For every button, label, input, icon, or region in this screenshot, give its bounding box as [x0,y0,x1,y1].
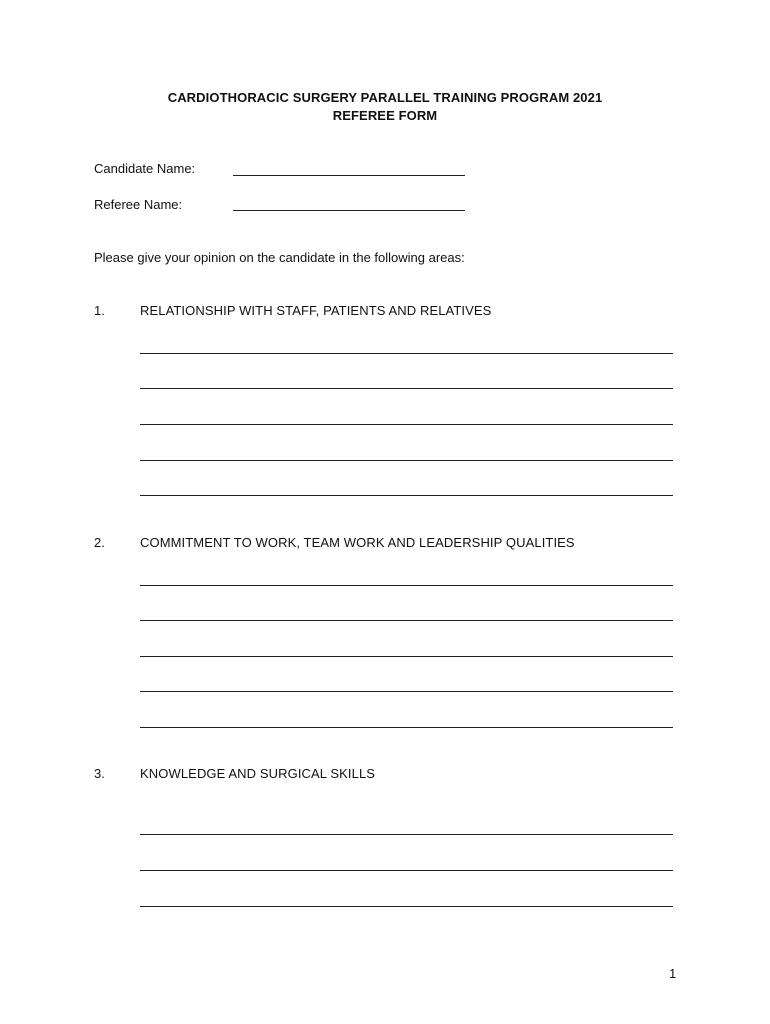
section-1-number: 1. [94,303,105,318]
section-2-number: 2. [94,535,105,550]
section-2-answer-line[interactable] [140,585,673,586]
section-3-number: 3. [94,766,105,781]
candidate-name-label: Candidate Name: [94,161,196,176]
candidate-name-field[interactable] [233,175,465,176]
section-2-answer-line[interactable] [140,620,673,621]
section-1-answer-line[interactable] [140,424,673,425]
section-1-answer-line[interactable] [140,353,673,354]
form-title: CARDIOTHORACIC SURGERY PARALLEL TRAINING PROGRAM 2021 [167,90,603,105]
referee-name-field[interactable] [233,210,465,211]
section-2-answer-line[interactable] [140,656,673,657]
referee-name-label: Referee Name: [94,197,183,212]
page-number: 1 [669,966,677,981]
section-1-answer-line[interactable] [140,495,673,496]
section-3-answer-line[interactable] [140,870,673,871]
section-1-title: RELATIONSHIP WITH STAFF, PATIENTS AND RELATIVES [140,303,492,318]
section-3-answer-line[interactable] [140,834,673,835]
section-3-title: KNOWLEDGE AND SURGICAL SKILLS [140,766,376,781]
form-subtitle: REFEREE FORM [332,108,438,123]
section-1-answer-line[interactable] [140,460,673,461]
instruction-text: Please give your opinion on the candidate in the following areas: [94,250,465,265]
section-2-answer-line[interactable] [140,691,673,692]
section-2-answer-line[interactable] [140,727,673,728]
section-3-answer-line[interactable] [140,906,673,907]
section-1-answer-line[interactable] [140,388,673,389]
section-2-title: COMMITMENT TO WORK, TEAM WORK AND LEADERSHIP QUALITIES [140,535,575,550]
